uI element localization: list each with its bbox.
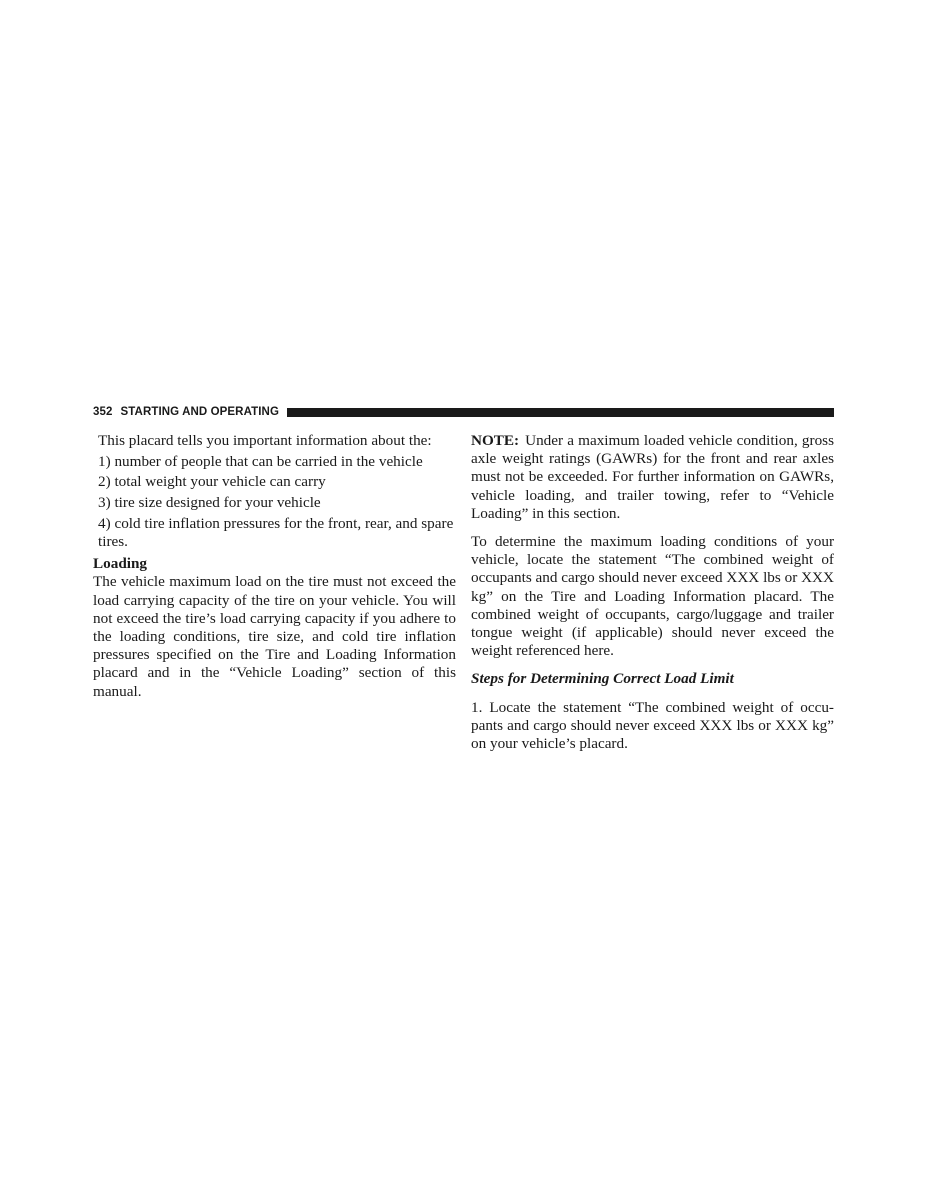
page-number: 352 [93, 406, 113, 418]
section-title: STARTING AND OPERATING [120, 406, 280, 418]
list-item: 2) total weight your vehicle can carry [98, 473, 326, 491]
header-rule [287, 408, 834, 417]
list-item: 4) cold tire inflation pressures for the front, rear, and spare tires. [98, 514, 454, 551]
left-column [93, 432, 456, 701]
determine-paragraph: To determine the maximum loading conditions of your vehicle, locate the statement “The combined weight of occupants and cargo should never exceed XXX lbs or XXX kg” on the Tire and Loading Information placard. The combined weight of occupants, cargo/luggage and trailer tongue weight (if applicable) should never exceed the weight referenced here. [471, 533, 834, 660]
list-item: 3) tire size designed for your vehicle [98, 494, 321, 512]
loading-paragraph: The vehicle maximum load on the tire must not exceed the load carrying capacity of the tire on your vehicle. You will not exceed the tire’s load carrying capacity if you adhere to the loading conditions, tire size, and cold tire inflation pressures specified on the Tire and Loading Information placard and in the “Vehicle Loading” section of this manual. [93, 573, 456, 700]
loading-heading: Loading [93, 555, 148, 573]
steps-heading: Steps for Determining Correct Load Limit [471, 670, 734, 688]
note-body: Under a maximum loaded vehicle condition, gross axle weight ratings (GAWRs) for the front and rear axles must not be exceeded. For further information on GAWRs, vehicle loading, and trailer towing, refer to “Vehicle Loading” in this section. [471, 432, 834, 522]
right-column [471, 432, 834, 753]
note-paragraph [471, 432, 834, 523]
page-header [93, 404, 834, 420]
step-1-paragraph: 1. Locate the statement “The combined weight of occu-pants and cargo should never exceed XXX lbs or XXX kg” on your vehicle’s placard. [471, 698, 834, 753]
list-item: 1) number of people that can be carried in the vehicle [98, 452, 423, 470]
note-label: NOTE: [471, 432, 520, 449]
intro-paragraph: This placard tells you important information about the: [98, 432, 432, 449]
